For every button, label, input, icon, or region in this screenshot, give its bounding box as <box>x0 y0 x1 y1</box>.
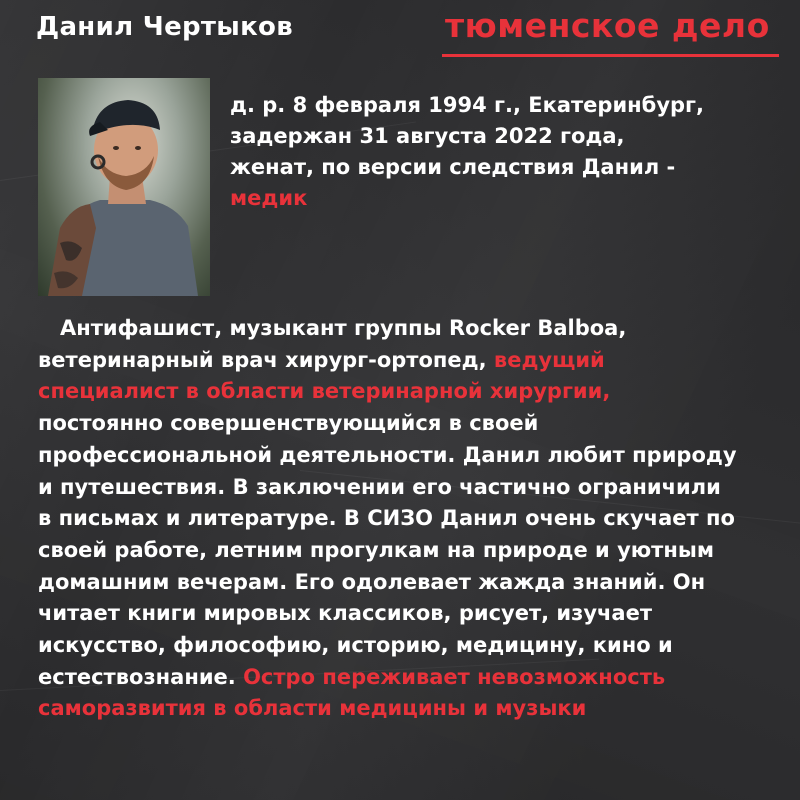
description-line: читает книги мировых классиков, рисует, изучает <box>38 601 653 626</box>
description-block <box>38 313 798 725</box>
description-line <box>38 345 798 377</box>
person-name: Данил Чертыков <box>36 12 293 42</box>
description-line <box>38 313 798 345</box>
description-highlight: Остро переживает невозможность <box>243 664 666 689</box>
description-line: своей работе, летним прогулкам на природе и уютным <box>38 537 715 562</box>
description-text: ветеринарный врач хирург-ортопед, <box>38 347 494 372</box>
description-highlight: специалист в области ветеринарной хирургии, <box>38 379 611 404</box>
description-line: и путешествия. В заключении его частично ограничили <box>38 474 721 499</box>
portrait-photo <box>38 78 210 296</box>
description-line: постоянно совершенствующийся в своей <box>38 411 539 436</box>
bio-block <box>230 90 790 214</box>
description-highlight: ведущий <box>493 347 605 372</box>
description-text: естествознание. <box>38 664 244 689</box>
bio-family: женат, по версии следствия Данил - <box>230 155 676 179</box>
description-text: Антифашист, музыкант группы Rocker Balboa, <box>59 316 627 340</box>
description-line: искусство, философию, историю, медицину, кино и <box>38 633 673 658</box>
description-line: в письмах и литературе. В СИЗО Данил очень скучает по <box>38 506 735 531</box>
description-line: домашним вечерам. Его одолевает жажда знаний. Он <box>38 569 706 594</box>
bio-detained: задержан 31 августа 2022 года, <box>230 124 625 148</box>
description-line <box>38 662 798 694</box>
case-tag-underline <box>442 54 779 57</box>
case-tag: тюменское дело <box>445 6 770 45</box>
description-line: профессиональной деятельности. Данил любит природу <box>38 442 737 467</box>
bio-birth: д. р. 8 февраля 1994 г., Екатеринбург, <box>230 93 705 117</box>
description-highlight: саморазвития в области медицины и музыки <box>38 696 587 721</box>
bio-role: медик <box>230 186 308 210</box>
